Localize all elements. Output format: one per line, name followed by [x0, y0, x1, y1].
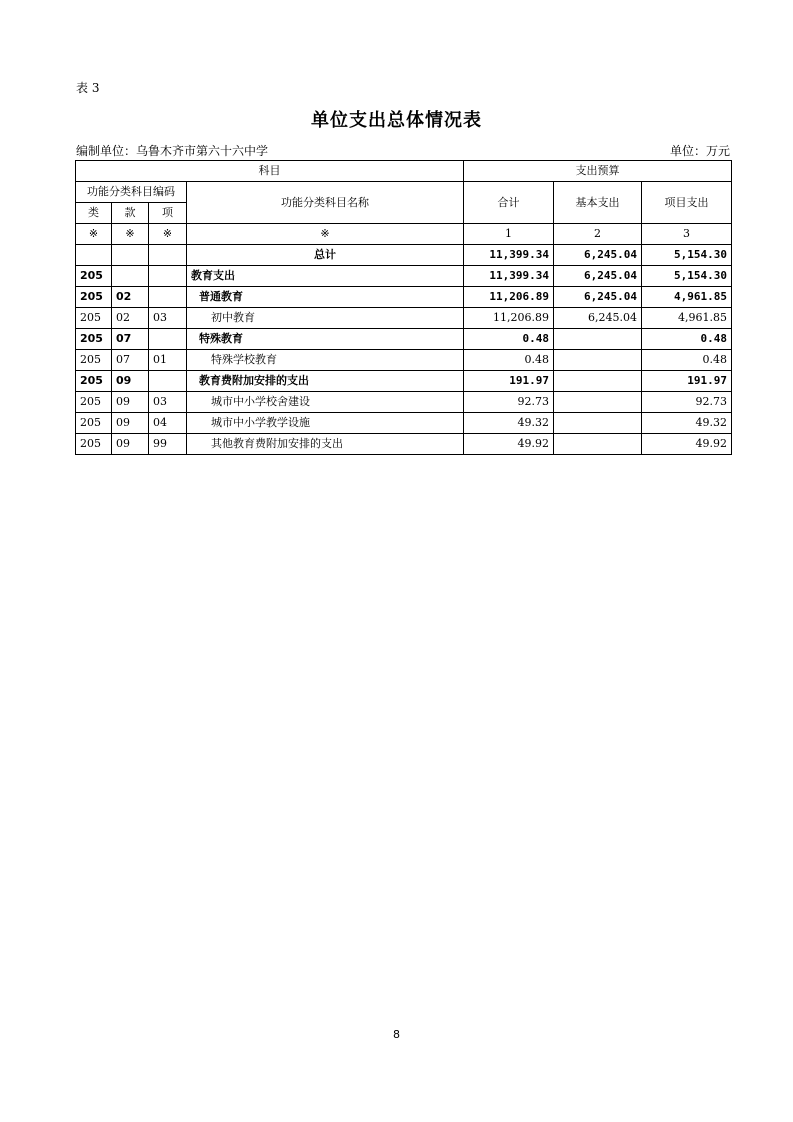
row-project: 49.32 — [642, 413, 732, 434]
table-row — [76, 371, 732, 392]
row-basic — [554, 392, 642, 413]
row-kuan: 09 — [112, 392, 149, 413]
row-total: 92.73 — [464, 392, 554, 413]
row-name: 特殊教育 — [187, 329, 464, 350]
row-lei: 205 — [76, 266, 112, 287]
row-total: 11,399.34 — [464, 266, 554, 287]
row-total: 49.92 — [464, 434, 554, 455]
col-number-3: 3 — [642, 224, 732, 245]
row-project: 4,961.85 — [642, 287, 732, 308]
row-total: 11,206.89 — [464, 308, 554, 329]
row-kuan: 07 — [112, 329, 149, 350]
row-xiang: 01 — [149, 350, 187, 371]
row-kuan: 09 — [112, 434, 149, 455]
summary-basic: 6,245.04 — [554, 245, 642, 266]
row-xiang — [149, 287, 187, 308]
row-xiang — [149, 266, 187, 287]
table-row — [76, 287, 732, 308]
row-lei: 205 — [76, 371, 112, 392]
row-project: 0.48 — [642, 350, 732, 371]
row-xiang: 03 — [149, 308, 187, 329]
table-row — [76, 350, 732, 371]
row-name: 城市中小学校舍建设 — [187, 392, 464, 413]
row-total: 191.97 — [464, 371, 554, 392]
header-lei: 类 — [76, 203, 112, 224]
row-kuan: 02 — [112, 308, 149, 329]
row-basic — [554, 329, 642, 350]
document-title: 单位支出总体情况表 — [311, 110, 482, 131]
row-basic: 6,245.04 — [554, 308, 642, 329]
col-number-1: 1 — [464, 224, 554, 245]
summary-total: 11,399.34 — [464, 245, 554, 266]
row-lei: 205 — [76, 329, 112, 350]
header-project: 项目支出 — [642, 182, 732, 224]
row-project: 4,961.85 — [642, 308, 732, 329]
header-xiang: 项 — [149, 203, 187, 224]
currency-unit: 单位：万元 — [669, 144, 730, 158]
row-total: 11,206.89 — [464, 287, 554, 308]
row-kuan: 09 — [112, 413, 149, 434]
row-project: 5,154.30 — [642, 266, 732, 287]
header-row-2 — [76, 182, 732, 203]
table-row — [76, 434, 732, 455]
row-xiang — [149, 371, 187, 392]
row-kuan — [112, 266, 149, 287]
row-name: 教育支出 — [187, 266, 464, 287]
header-name: 功能分类科目名称 — [187, 182, 464, 224]
row-lei: 205 — [76, 392, 112, 413]
row-lei: 205 — [76, 308, 112, 329]
summary-row — [76, 245, 732, 266]
table-label: 表 3 — [76, 81, 100, 95]
header-basic: 基本支出 — [554, 182, 642, 224]
row-basic: 6,245.04 — [554, 266, 642, 287]
header-budget: 支出预算 — [464, 161, 732, 182]
page-number: 8 — [393, 1028, 400, 1041]
row-name: 教育费附加安排的支出 — [187, 371, 464, 392]
row-project: 92.73 — [642, 392, 732, 413]
row-xiang: 03 — [149, 392, 187, 413]
row-kuan: 09 — [112, 371, 149, 392]
row-xiang: 99 — [149, 434, 187, 455]
row-basic — [554, 350, 642, 371]
row-kuan: 07 — [112, 350, 149, 371]
row-name: 初中教育 — [187, 308, 464, 329]
table-row — [76, 308, 732, 329]
summary-label: 总计 — [187, 245, 464, 266]
mark-name: ※ — [187, 224, 464, 245]
header-kuan: 款 — [112, 203, 149, 224]
row-lei: 205 — [76, 413, 112, 434]
header-subject: 科目 — [76, 161, 464, 182]
row-total: 0.48 — [464, 329, 554, 350]
table-row — [76, 413, 732, 434]
table-row — [76, 392, 732, 413]
summary-project: 5,154.30 — [642, 245, 732, 266]
compiler-unit: 编制单位：乌鲁木齐市第六十六中学 — [76, 144, 269, 158]
header-code-group: 功能分类科目编码 — [76, 182, 187, 203]
table-row — [76, 329, 732, 350]
row-basic: 6,245.04 — [554, 287, 642, 308]
row-xiang — [149, 329, 187, 350]
row-name: 特殊学校教育 — [187, 350, 464, 371]
unit-row — [76, 142, 730, 159]
row-project: 0.48 — [642, 329, 732, 350]
mark-lei: ※ — [76, 224, 112, 245]
mark-kuan: ※ — [112, 224, 149, 245]
row-name: 其他教育费附加安排的支出 — [187, 434, 464, 455]
row-total: 0.48 — [464, 350, 554, 371]
header-row-1 — [76, 161, 732, 182]
row-project: 191.97 — [642, 371, 732, 392]
row-lei: 205 — [76, 287, 112, 308]
row-basic — [554, 434, 642, 455]
row-project: 49.92 — [642, 434, 732, 455]
mark-xiang: ※ — [149, 224, 187, 245]
row-total: 49.32 — [464, 413, 554, 434]
row-kuan: 02 — [112, 287, 149, 308]
expenditure-table — [75, 160, 732, 455]
row-lei: 205 — [76, 350, 112, 371]
header-row-4 — [76, 224, 732, 245]
row-name: 城市中小学教学设施 — [187, 413, 464, 434]
row-basic — [554, 413, 642, 434]
header-total: 合计 — [464, 182, 554, 224]
row-xiang: 04 — [149, 413, 187, 434]
row-lei: 205 — [76, 434, 112, 455]
col-number-2: 2 — [554, 224, 642, 245]
table-row — [76, 266, 732, 287]
row-basic — [554, 371, 642, 392]
row-name: 普通教育 — [187, 287, 464, 308]
